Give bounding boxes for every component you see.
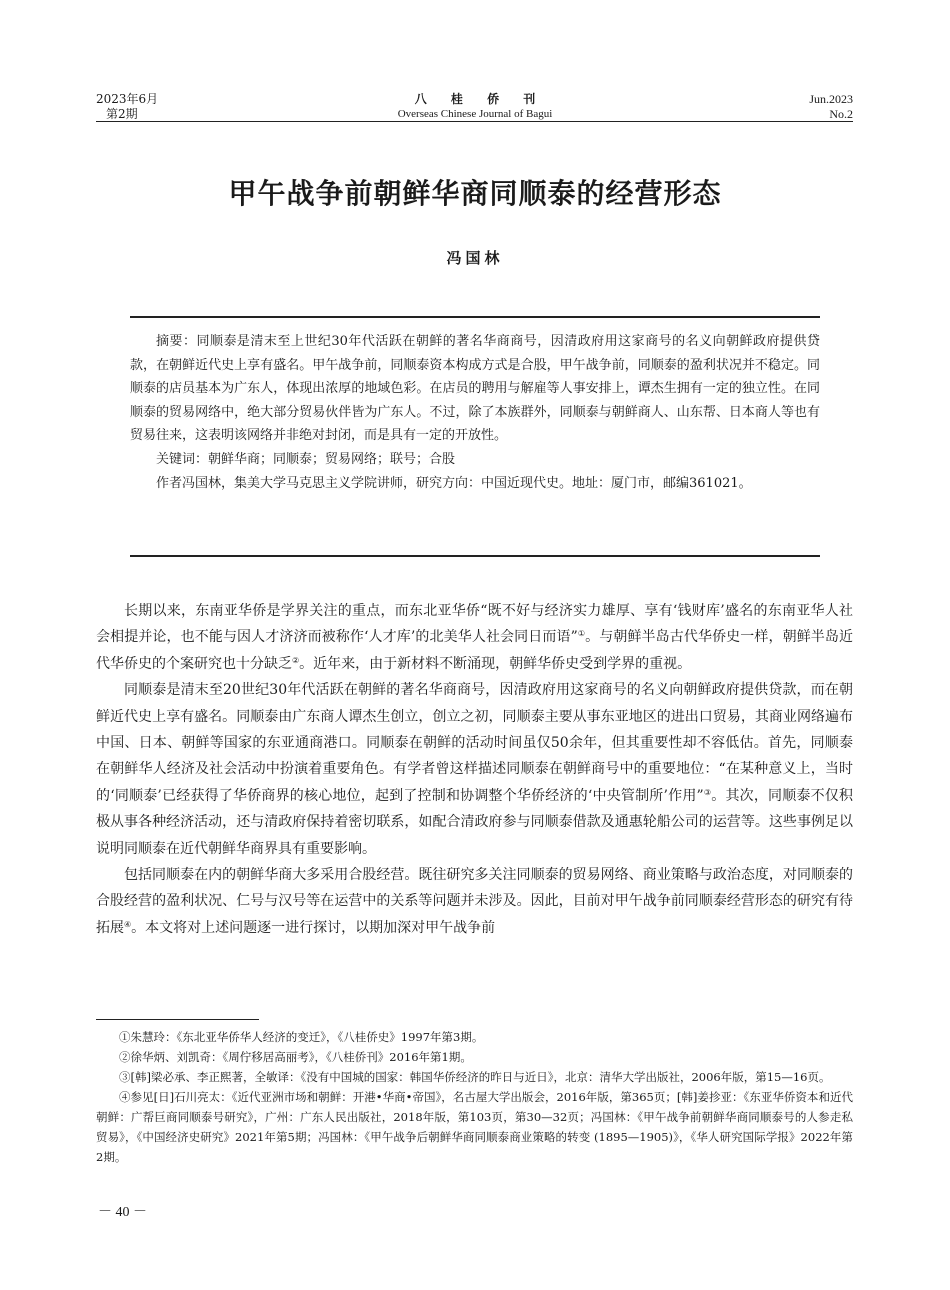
abstract-bottom-rule: [130, 555, 820, 557]
abstract-keywords: 关键词：朝鲜华商；同顺泰；贸易网络；联号；合股: [156, 451, 456, 467]
journal-name-cn: 八 桂 侨 刊: [414, 92, 546, 106]
footnote-ref[interactable]: ④: [124, 919, 132, 929]
footnotes: [96, 1027, 853, 1167]
abstract-summary: 摘要：同顺泰是清末至上世纪30年代活跃在朝鲜的著名华商商号，因清政府用这家商号的名义向朝鲜政府提供贷款，在朝鲜近代史上享有盛名。甲午战争前，同顺泰资本构成方式是合股，甲午战争前，同顺泰的盈利状况并不稳定。同顺泰的店员基本为广东人，体现出浓厚的地域色彩。在店员的聘用与解雇等人事安排上，谭杰生拥有一定的独立性。在同顺泰的贸易网络中，绝大部分贸易伙伴皆为广东人。不过，除了本族群外，同顺泰与朝鲜商人、山东帮、日本商人等也有贸易往来，这表明该网络并非绝对封闭，而是具有一定的开放性。: [130, 334, 820, 444]
article-title: 甲午战争前朝鲜华商同顺泰的经营形态: [228, 177, 722, 210]
article-author: 冯国林: [446, 249, 504, 267]
footnote-ref[interactable]: ①: [577, 629, 586, 639]
body-paragraph: 包括同顺泰在内的朝鲜华商大多采用合股经营。既往研究多关注同顺泰的贸易网络、商业策略与政治态度，对同顺泰的合股经营的盈利状况、仁号与汉号等在运营中的关系等问题并未涉及。因此，目前对甲午战争前同顺泰经营形态的研究有待拓展④。本文将对上述问题逐一进行探讨，以期加深对甲午战争前: [96, 867, 853, 936]
footnote: ③[韩]梁必承、李正熙著，全敏译：《没有中国城的国家：韩国华侨经济的昨日与近日》，北京：清华大学出版社，2006年版，第15—16页。: [119, 1070, 831, 1084]
body-paragraph: 同顺泰是清末至20世纪30年代活跃在朝鲜的著名华商商号，因清政府用这家商号的名义向朝鲜政府提供贷款，而在朝鲜近代史上享有盛名。同顺泰由广东商人谭杰生创立，创立之初，同顺泰主要从事东亚地区的进出口贸易，其商业网络遍布中国、日本、朝鲜等国家的东亚通商港口。同顺泰在朝鲜的活动时间虽仅50余年，但其重要性却不容低估。首先，同顺泰在朝鲜华人经济及社会活动中扮演着重要角色。有学者曾这样描述同顺泰在朝鲜商号中的重要地位：“在某种意义上，当时的‘同顺泰’已经获得了华侨商界的核心地位，起到了控制和协调整个华侨经济的‘中央管制所’作用”③。其次，同顺泰不仅积极从事各种经济活动，还与清政府保持着密切联系，如配合清政府参与同顺泰借款及通惠轮船公司的运营等。这些事例足以说明同顺泰在近代朝鲜华商界具有重要影响。: [96, 682, 853, 857]
journal-name-en: Overseas Chinese Journal of Bagui: [397, 108, 553, 120]
header-date-cn: 2023年6月: [96, 92, 159, 106]
abstract-author-info: 作者冯国林，集美大学马克思主义学院讲师，研究方向：中国近现代史。地址：厦门市，邮编361021。: [156, 475, 752, 491]
footnote-ref[interactable]: ③: [703, 787, 712, 797]
header-rule: [96, 121, 853, 122]
abstract-top-rule: [130, 316, 820, 318]
article-body: [96, 598, 853, 941]
footnote-ref[interactable]: ②: [292, 655, 300, 665]
header-issue-cn: 第2期: [106, 107, 138, 121]
header-date-en: Jun.2023: [809, 92, 853, 106]
footnote-rule: [96, 1019, 259, 1020]
page-number: － 40 －: [98, 1205, 147, 1220]
footnote: ④参见[日]石川亮太：《近代亚洲市场和朝鲜：开港•华商•帝国》，名古屋大学出版会，2016年版，第365页；[韩]姜抮亚：《东亚华侨资本和近代朝鲜：广帮巨商同顺泰号研究》，广州：广东人民出版社，2018年版，第103页，第30—32页；冯国林：《甲午战争前朝鲜华商同顺泰号的人参走私贸易》，《中国经济史研究》2021年第5期；冯国林：《甲午战争后朝鲜华商同顺泰商业策略的转变 (1895—1905)》，《华人研究国际学报》2022年第2期。: [96, 1090, 853, 1164]
header-issue-en: No.2: [829, 107, 853, 121]
footnote: ①朱慧玲：《东北亚华侨华人经济的变迁》，《八桂侨史》1997年第3期。: [119, 1030, 484, 1044]
body-paragraph: 长期以来，东南亚华侨是学界关注的重点，而东北亚华侨“既不好与经济实力雄厚、享有‘钱财库’盛名的东南亚华人社会相提并论，也不能与因人才济济而被称作‘人才库’的北美华人社会同日而语”①。与朝鲜半岛古代华侨史一样，朝鲜半岛近代华侨史的个案研究也十分缺乏②。近年来，由于新材料不断涌现，朝鲜华侨史受到学界的重视。: [96, 603, 854, 672]
header-date-issue-en: [809, 92, 853, 122]
footnote: ②徐华炳、刘凯奇：《周佇移居高丽考》，《八桂侨刊》2016年第1期。: [119, 1050, 472, 1064]
header-journal: [0, 92, 950, 121]
abstract-block: [130, 330, 820, 495]
